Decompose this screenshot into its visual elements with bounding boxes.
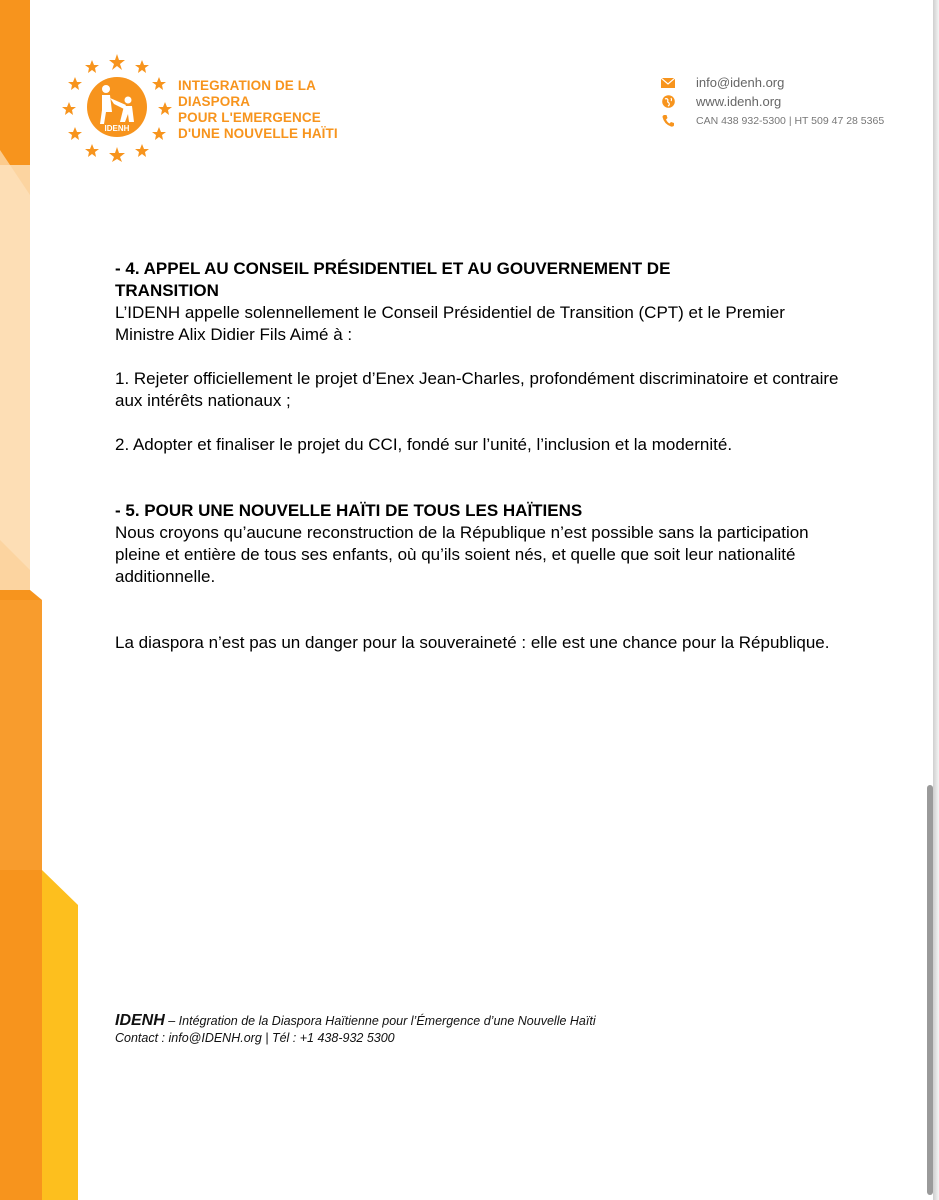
organization-name <box>178 78 338 142</box>
star-icon <box>135 60 149 73</box>
org-name-line: POUR L'EMERGENCE <box>178 110 321 125</box>
footer-contact: Contact : info@IDENH.org | Tél : +1 438-932 5300 <box>115 1031 395 1045</box>
contact-email[interactable]: info@idenh.org <box>696 75 785 90</box>
section-4-heading-line2: TRANSITION <box>115 281 219 300</box>
section-5-paragraph-2: La diaspora n’est pas un danger pour la souveraineté : elle est une chance pour la République. <box>115 633 830 652</box>
org-name-line: INTEGRATION DE LA <box>178 78 316 93</box>
section-5-paragraph-1: Nous croyons qu’aucune reconstruction de la République n’est possible sans la participation pleine et entière de tous ses enfants, où qu’ils soient nés, et quelle que soit leur nationalité additionnelle. <box>115 523 809 586</box>
section-4-intro: L’IDENH appelle solennellement le Conseil Présidentiel de Transition (CPT) et le Premier Ministre Alix Didier Fils Aimé à : <box>115 303 785 344</box>
globe-icon <box>660 95 676 109</box>
footer-tagline: – Intégration de la Diaspora Haïtienne pour l’Émergence d’une Nouvelle Haïti <box>164 1014 596 1028</box>
idenh-logo <box>62 52 172 162</box>
star-icon <box>85 144 99 157</box>
star-icon <box>68 77 82 90</box>
star-icon <box>152 77 166 90</box>
contact-website[interactable]: www.idenh.org <box>696 94 782 109</box>
star-icon <box>68 127 82 140</box>
contact-phone-row <box>660 111 884 130</box>
org-name-line: D'UNE NOUVELLE HAÏTI <box>178 126 338 141</box>
page-footer <box>115 1012 596 1046</box>
footer-brand: IDENH <box>115 1012 165 1029</box>
star-icon <box>109 54 125 70</box>
svg-text:IDENH: IDENH <box>104 124 130 133</box>
envelope-icon <box>660 76 676 90</box>
contact-email-row <box>660 73 884 92</box>
phone-icon <box>660 114 676 128</box>
contact-website-row <box>660 92 884 111</box>
star-icon <box>152 127 166 140</box>
contact-info <box>660 73 884 130</box>
scrollbar-thumb[interactable] <box>927 785 933 1195</box>
star-icon <box>85 60 99 73</box>
section-4-heading-line1: - 4. APPEL AU CONSEIL PRÉSIDENTIEL ET AU GOUVERNEMENT DE <box>115 259 671 278</box>
decorative-side-band <box>0 0 80 1200</box>
section-4-item-1: 1. Rejeter officiellement le projet d’Enex Jean-Charles, profondément discriminatoire et contraire aux intérêts nationaux ; <box>115 369 839 410</box>
contact-phones: CAN 438 932-5300 | HT 509 47 28 5365 <box>696 114 885 127</box>
section-4-item-2: 2. Adopter et finaliser le projet du CCI, fondé sur l’unité, l’inclusion et la modernité. <box>115 435 733 454</box>
star-icon <box>62 102 76 115</box>
star-icon <box>135 144 149 157</box>
star-icon <box>158 102 172 115</box>
org-name-line: DIASPORA <box>178 94 251 109</box>
star-icon <box>109 147 125 162</box>
document-body <box>115 258 845 654</box>
section-5-heading: - 5. POUR UNE NOUVELLE HAÏTI DE TOUS LES HAÏTIENS <box>115 501 583 520</box>
page-edge <box>933 0 939 1200</box>
